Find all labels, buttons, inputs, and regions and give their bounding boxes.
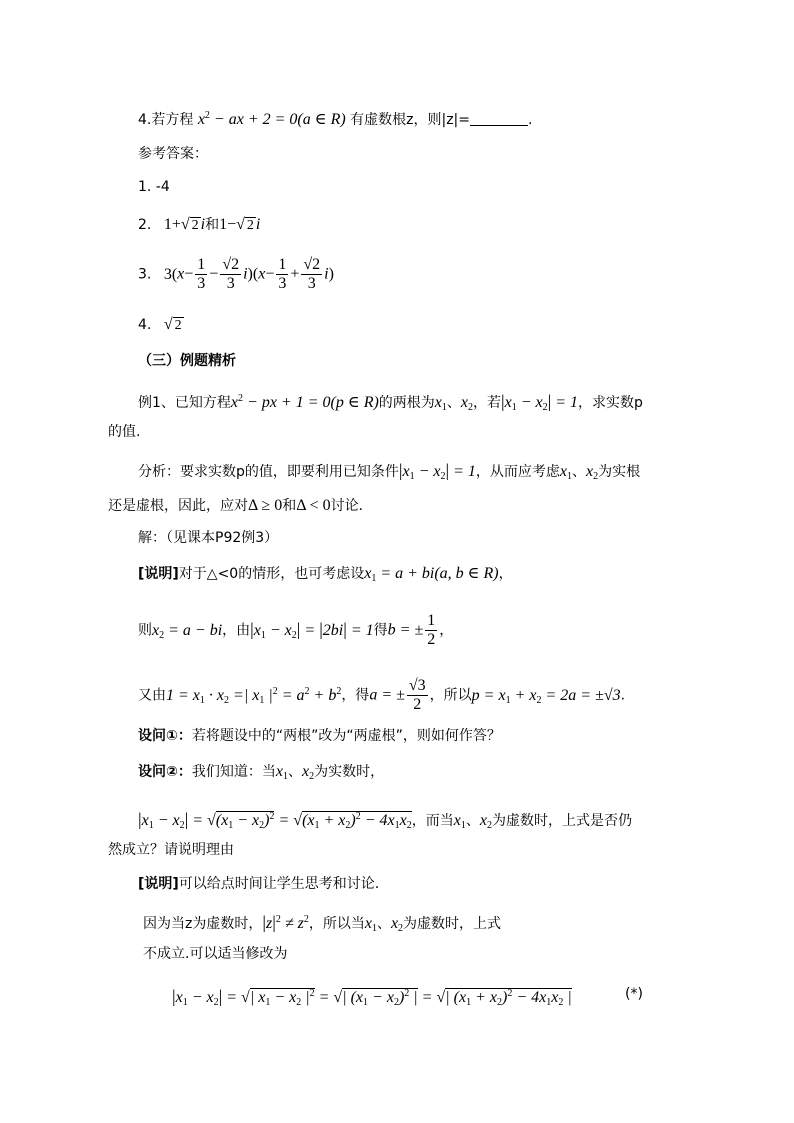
answer-3: 3. 3(x− $\frac{1}{3}$ − $\frac{√2}{3}$ i)(x− $\frac{1}{3}$ + $\frac{√2}{3}$ i) — [138, 256, 334, 292]
example-1: 例1、已知方程$x^2$ − px + 1 = 0(p ∈ R)的两根为$x_1$、$x_2$，若$|x_1 - x_2| = 1$，求实数p — [138, 391, 643, 413]
analysis: 分析：要求实数p的值，即要利用已知条件$|x_1 - x_2| = 1$，从而应考虑$x_1$、$x_2$为实根 — [138, 460, 641, 482]
equation-label: (*) — [625, 986, 643, 1002]
solution: 解：（见课本P92例3） — [138, 530, 279, 546]
question-1: 设问①：若将题设中的“两根”改为“两虚根”，则如何作答？ — [138, 728, 501, 744]
note-1: [说明]对于△<0的情形，也可考虑设$x_1 = a + bi(a$, b ∈ R)， — [138, 565, 513, 584]
answer-1: 1. -4 — [138, 179, 170, 195]
question-2: 设问②：我们知道：当$x_1$、$x_2$为实数时， — [138, 763, 385, 782]
section-title: （三）例题精析 — [138, 353, 236, 369]
example-1-cont: 的值. — [108, 424, 141, 440]
not-hold: 不成立.可以适当修改为 — [143, 946, 288, 962]
question-4: 4.若方程 $x^2$ − ax + 2 = 0(a ∈ R) 有虚数根z，则|z|= . — [138, 110, 533, 128]
answers-title: 参考答案： — [138, 146, 208, 162]
formula-line: $|x_1 - x_2| = √(x_1 - x_2)^2 = √(x_1 + x_2)^2 - 4x_1x_2$，而当$x_1$、$x_2$为虚数时，上式是否仍 — [138, 809, 632, 831]
question-2-end: 然成立？请说明理由 — [108, 842, 234, 858]
modified-formula: $|x_1 - x_2|$ = √| $x_1 - x_2$ $|^2$ = √| $(x_1 - x_2)^2$ | = √| $(x_1 + x_2)^2 - 4x_1x_2$ | — [172, 986, 572, 1008]
analysis-cont: 还是虚根，因此，应对Δ ≥ 0和Δ < 0讨论. — [108, 497, 364, 514]
line-then: 则$x_2 = a$ − bi，由$|x_1 - x_2| = |2bi| = 1$得b = ± $\frac{1}{2}$ ， — [138, 612, 454, 648]
equation: $x^2$ − ax + 2 = 0(a ∈ R) — [197, 110, 346, 128]
answer-4: 4. √ 2 — [138, 316, 182, 333]
answer-blank — [470, 111, 528, 126]
note-2: [说明]可以给点时间让学生思考和讨论. — [138, 876, 380, 892]
answer-2: 2. 1+√ 2 i和1−√ 2 i — [138, 216, 261, 233]
line-again: 又由$1 = x_1 \cdot x_2$ =| $x_1$ $|^2 = a^2 + b^2$，得a = ± $\frac{√3}{2}$ ，所以$p = x_1 + x_2 = 2a = \pm√3$. — [138, 677, 626, 713]
because-line: 因为当z为虚数时，$|z|^2 \ne z^2$，所以当$x_1$、$x_2$为虚数时，上式 — [143, 912, 502, 934]
